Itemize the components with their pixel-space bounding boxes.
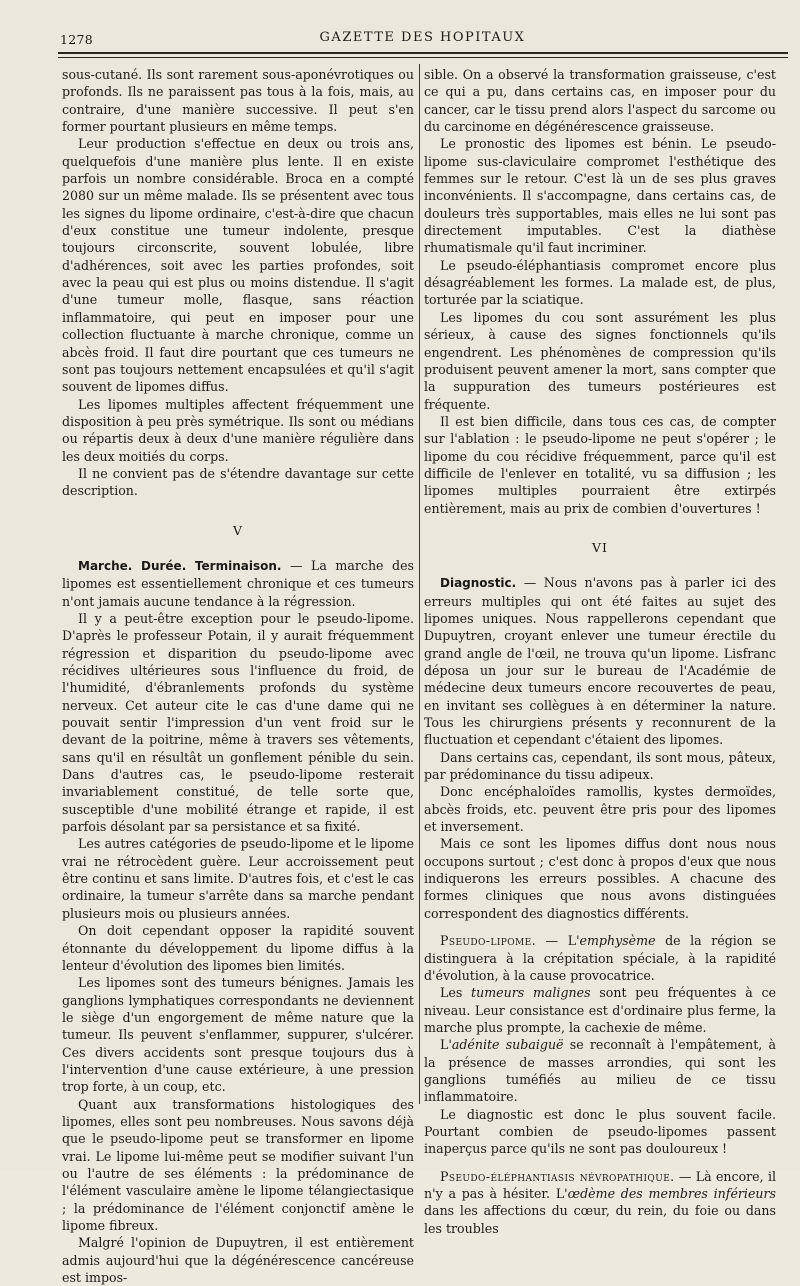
paragraph: Le pseudo-éléphantiasis compromet encore plus désagréablement les formes. La malade est, de plus, torturée par la sciatique. (424, 257, 776, 308)
paragraph (424, 1036, 776, 1105)
paragraph: Le pronostic des lipomes est bénin. Le pseudo-lipome sus-claviculaire compromet l'esthétique des femmes sur le retour. C'est là un de ses plus graves inconvénients. Il s'accompagne, dans certains cas, de douleurs très supportables, mais elles ne lui sont pas directement imputables. C'est la diathèse rhumatismale qu'il faut incriminer. (424, 136, 776, 256)
paragraph: Les lipomes sont des tumeurs bénignes. Jamais les ganglions lymphatiques correspondants ne deviennent le siège d'un engorgement de même nature que la tumeur. Ils peuvent s'enflammer, suppurer, s'ulcérer. Ces divers accidents sont presque toujours dus à l'intervention d'une cause extérieure, à une pression trop forte, à un coup, etc. (62, 975, 414, 1095)
paragraph-text: — Là encore, il n'y a pas à hésiter. L' (424, 1168, 776, 1201)
subsection-heading: Pseudo-éléphantiasis névropathique. (440, 1168, 675, 1184)
paragraph: Le diagnostic est donc le plus souvent facile. Pourtant combien de pseudo-lipomes passent inaperçus parce qu'ils ne sont pas douloureux ! (424, 1106, 776, 1157)
right-column (424, 66, 776, 1237)
subsection-paragraph (424, 932, 776, 984)
paragraph: Mais ce sont les lipomes diffus dont nous nous occupons surtout ; c'est donc à propos d'eux que nous indiquerons les erreurs possibles. A chacune des formes cliniques que nous avons distinguées correspondent des diagnostics différents. (424, 836, 776, 921)
paragraph: Il est bien difficile, dans tous ces cas, de compter sur l'ablation : le pseudo-lipome ne peut s'opérer ; le lipome du cou récidive fréquemment, parce qu'il est difficile de l'enlever en totalité, vu sa diffusion ; les lipomes multiples pourraient être extirpés entièrement, mais au prix de combien d'ouvertures ! (424, 413, 776, 516)
paragraph: sous-cutané. Ils sont rarement sous-aponévrotiques ou profonds. Ils ne paraissent pas tous à la fois, mais, au contraire, d'une manière successive. Il peut s'en former pourtant plusieurs en même temps. (62, 67, 414, 135)
paragraph (424, 984, 776, 1036)
paragraph: Malgré l'opinion de Dupuytren, il est entièrement admis aujourd'hui que la dégénérescence cancéreuse est impos- (62, 1235, 414, 1286)
paragraph-text: Les (440, 985, 472, 1001)
paragraph-text: se reconnaît à l'empâtement, à la présence de masses arrondies, qui sont les ganglions tuméfiés au milieu de ce tissu inflammatoire. (424, 1037, 776, 1105)
emphasis-term: œdème des membres inférieurs (567, 1185, 777, 1201)
paragraph: Les lipomes multiples affectent fréquemment une disposition à peu près symétrique. Ils sont ou médians ou répartis deux à deux d'une manière régulière dans les deux moitiés du corps. (62, 396, 414, 464)
paragraph-text: — L' (536, 933, 580, 949)
paragraph: Leur production s'effectue en deux ou trois ans, quelquefois d'une manière plus lente. Il en existe parfois un nombre considérable. Broca en a compté 2080 sur un même malade. Ils se présentent avec tous les signes du lipome ordinaire, c'est-à-dire que chacun d'eux constitue une tumeur indolente, presque toujours circonscrite, souvent lobulée, libre d'adhérences, soit avec les parties profondes, soit avec la peau qui est plus ou moins distendue. Il s'agit d'une tumeur molle, flasque, sans réaction inflammatoire, qui peut en imposer pour une collection fluctuante à marche chronique, comme un abcès froid. Il faut dire pourtant que ces tumeurs ne sont pas toujours nettement encapsulées et qu'il s'agit souvent de lipomes diffus. (62, 136, 414, 395)
subsection-paragraph (424, 1168, 776, 1237)
page-header (60, 30, 785, 48)
left-column (62, 66, 414, 1286)
section-numeral: VI (592, 539, 608, 555)
emphasis-term: emphysème (579, 933, 656, 949)
page-number: 1278 (60, 32, 94, 47)
paragraph-text: dans les affections du cœur, du rein, du foie ou dans les troubles (424, 1203, 776, 1236)
header-rule-thick (58, 52, 788, 54)
paragraph: Les lipomes du cou sont assurément les plus sérieux, à cause des signes fonctionnels qu'ils engendrent. Les phénomènes de compression qu'ils produisent peuvent amener la mort, sans compter que la suppuration des tumeurs postérieures est fréquente. (424, 309, 776, 412)
paragraph: Il ne convient pas de s'étendre davantage sur cette description. (62, 465, 414, 499)
emphasis-term: tumeurs malignes (471, 985, 591, 1001)
paragraph-text: sont peu fréquentes à ce niveau. Leur consistance est d'ordinaire plus ferme, la marche plus prompte, la cachexie de même. (424, 985, 776, 1035)
paragraph-text: L' (440, 1037, 452, 1053)
paragraph-text: de la région se distinguera à la crépitation spéciale, à la rapidité d'évolution, à la cause provocatrice. (424, 933, 776, 983)
paragraph-text: — Nous n'avons pas à parler ici des erreurs multiples qui ont été faites au sujet des lipomes uniques. Nous rappellerons cependant que Dupuytren, croyant enlever une tumeur érectile du grand angle de l'œil, ne trouva qu'un lipome. Lisfranc déposa un jour sur le bureau de l'Académie de médecine deux tumeurs encore recouvertes de peau, en invitant ses collègues à en déterminer la nature. Tous les chirurgiens présents y reconnurent de la fluctuation et cependant c'étaient des lipomes. (424, 575, 776, 748)
paragraph: Les autres catégories de pseudo-lipome et le lipome vrai ne rétrocèdent guère. Leur accroissement peut être continu et sans limite. D'autres fois, et c'est le cas ordinaire, la tumeur s'arrête dans sa marche pendant plusieurs mois ou plusieurs années. (62, 836, 414, 921)
paragraph: sible. On a observé la transformation graisseuse, c'est ce qui a pu, dans certains cas, en imposer pour du cancer, car le tissu prend alors l'aspect du sarcome ou du carcinome en dégénérescence graisseuse. (424, 67, 776, 135)
section-heading: Marche. Durée. Terminaison. (78, 558, 282, 573)
section-paragraph (424, 574, 776, 748)
paragraph: On doit cependant opposer la rapidité souvent étonnante du développement du lipome diffus à la lenteur d'évolution des lipomes bien limités. (62, 923, 414, 973)
header-rule-thin (58, 57, 788, 58)
paragraph: Il y a peut-être exception pour le pseudo-lipome. D'après le professeur Potain, il y aurait fréquemment régression et disparition du pseudo-lipome avec récidives ultérieures sous l'influence du froid, de l'humidité, d'ébranlements profonds du système nerveux. Cet auteur cite le cas d'une dame qui ne pouvait sentir l'impression d'un vent froid sur le devant de la poitrine, même à travers ses vêtements, sans qu'il en résultât un gonflement pénible du sein. Dans d'autres cas, le pseudo-lipome resterait invariablement constitué, de telle sorte que, susceptible d'une mobilité étrange et rapide, il est parfois désolant par sa persistance et sa fixité. (62, 610, 414, 835)
paragraph: Dans certains cas, cependant, ils sont mous, pâteux, par prédominance du tissu adipeux. (424, 749, 776, 783)
paragraph: Quant aux transformations histologiques des lipomes, elles sont peu nombreuses. Nous savons déjà que le pseudo-lipome peut se transformer en lipome vrai. Le lipome lui-même peut se modifier suivant l'un ou l'autre de ses éléments : la prédominance de l'élément vasculaire amène le lipome télangiectasique ; la prédominance de l'élément conjonctif amène le lipome fibreux. (62, 1096, 414, 1233)
section-paragraph (62, 557, 414, 610)
paragraph: Donc encéphaloïdes ramollis, kystes dermoïdes, abcès froids, etc. peuvent être pris pour des lipomes et inversement. (424, 784, 776, 835)
column-divider (419, 64, 420, 1104)
emphasis-term: adénite subaiguë (451, 1037, 564, 1053)
section-numeral: V (232, 522, 244, 538)
section-heading: Diagnostic. (440, 576, 517, 591)
subsection-heading: Pseudo-lipome. (440, 933, 536, 949)
paragraph-text: — La marche des lipomes est essentiellement chronique et ces tumeurs n'ont jamais aucune tendance à la régression. (62, 557, 414, 609)
journal-title: GAZETTE DES HOPITAUX (319, 30, 526, 45)
